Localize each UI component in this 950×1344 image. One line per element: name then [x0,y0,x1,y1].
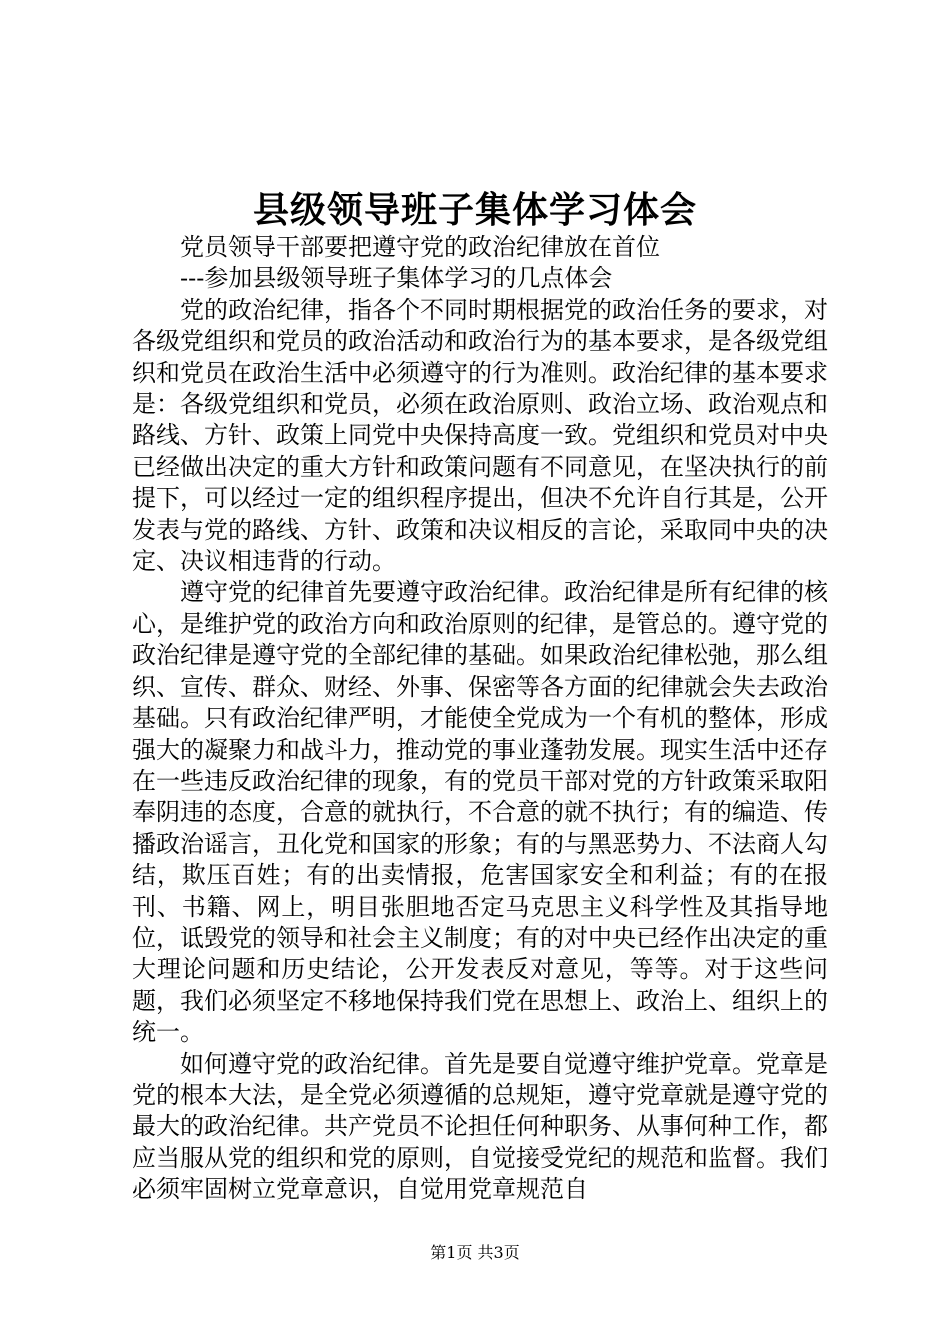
body-paragraph: 党的政治纪律，指各个不同时期根据党的政治任务的要求，对各级党组织和党员的政治活动和政治行为的基本要求，是各级党组织和党员在政治生活中必须遵守的行为准则。政治纪律的基本要求是：各级党组织和党员，必须在政治原则、政治立场、政治观点和路线、方针、政策上同党中央保持高度一致。党组织和党员对中央已经做出决定的重大方针和政策问题有不同意见，在坚决执行的前提下，可以经过一定的组织程序提出，但决不允许自行其是，公开发表与党的路线、方针、政策和决议相反的言论，采取同中央的决定、决议相违背的行动。 [132,295,828,576]
page-footer: 第1页 共3页 [430,1243,520,1262]
document-body [132,232,828,1206]
subtitle: 党员领导干部要把遵守党的政治纪律放在首位 [180,233,660,261]
body-paragraph: 遵守党的纪律首先要遵守政治纪律。政治纪律是所有纪律的核心，是维护党的政治方向和政治原则的纪律，是管总的。遵守党的政治纪律是遵守党的全部纪律的基础。如果政治纪律松弛，那么组织、宣传、群众、财经、外事、保密等各方面的纪律就会失去政治基础。只有政治纪律严明，才能使全党成为一个有机的整体，形成强大的凝聚力和战斗力，推动党的事业蓬勃发展。现实生活中还存在一些违反政治纪律的现象，有的党员干部对党的方针政策采取阳奉阴违的态度，合意的就执行，不合意的就不执行；有的编造、传播政治谣言，丑化党和国家的形象；有的与黑恶势力、不法商人勾结，欺压百姓；有的出卖情报，危害国家安全和利益；有的在报刊、书籍、网上，明目张胆地否定马克思主义科学性及其指导地位，诋毁党的领导和社会主义制度；有的对中央已经作出决定的重大理论问题和历史结论，公开发表反对意见，等等。对于这些问题，我们必须坚定不移地保持我们党在思想上、政治上、组织上的统一。 [132,578,828,1047]
document-title: 县级领导班子集体学习体会 [252,189,697,231]
subtitle-secondary: ---参加县级领导班子集体学习的几点体会 [180,264,613,293]
body-paragraph: 如何遵守党的政治纪律。首先是要自觉遵守维护党章。党章是党的根本大法，是全党必须遵循的总规矩，遵守党章就是遵守党的最大的政治纪律。共产党员不论担任何种职务、从事何种工作，都应当服从党的组织和党的原则，自觉接受党纪的规范和监督。我们必须牢固树立党章意识，自觉用党章规范自 [132,1049,828,1204]
